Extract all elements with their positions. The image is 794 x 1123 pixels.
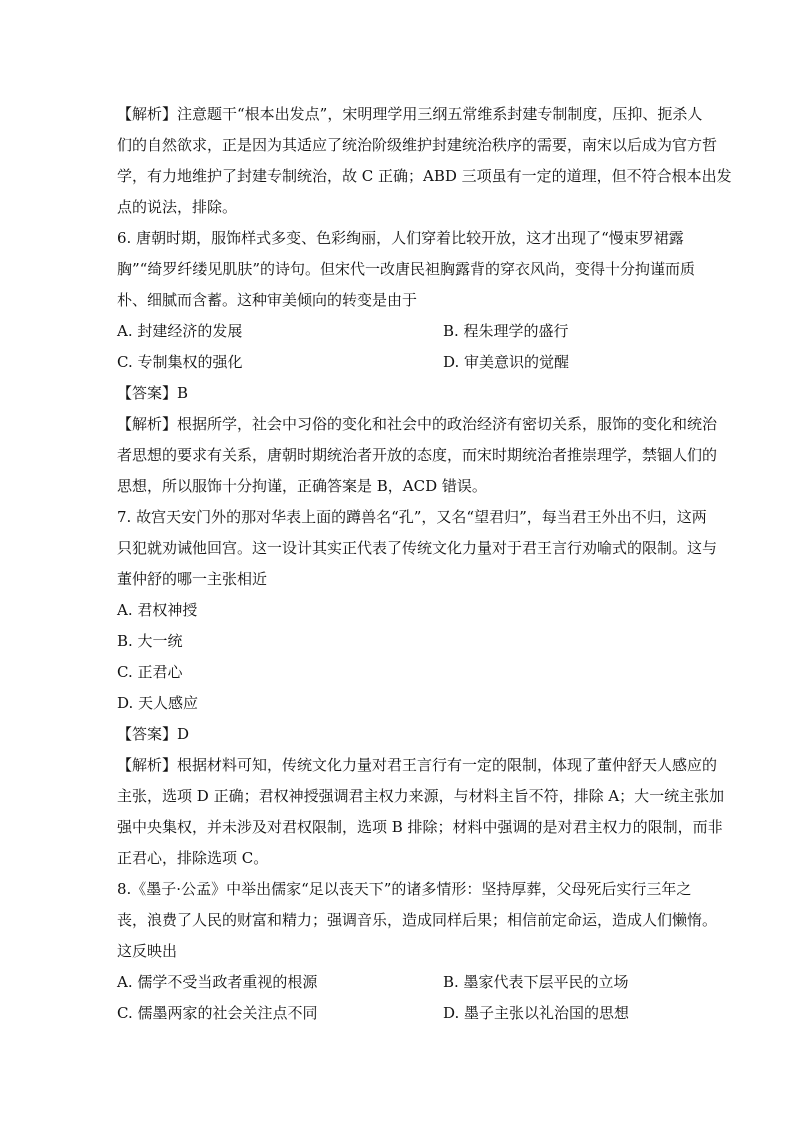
q7-stem-line: 只犯就劝诫他回宫。这一设计其实正代表了传统文化力量对于君王言行劝喻式的限制。这与 bbox=[117, 539, 718, 557]
q6-option-d: D. 审美意识的觉醒 bbox=[443, 353, 570, 371]
q5-analysis bbox=[117, 99, 732, 223]
q8-option-b: B. 墨家代表下层平民的立场 bbox=[443, 973, 629, 991]
q7-analysis-line: 【解析】根据材料可知，传统文化力量对君王言行有一定的限制，体现了董仲舒天人感应的 bbox=[117, 756, 718, 774]
q6-stem-line: 6. 唐朝时期，服饰样式多变、色彩绚丽，人们穿着比较开放，这才出现了“慢束罗裙露 bbox=[117, 229, 684, 247]
q6-option-a: A. 封建经济的发展 bbox=[117, 322, 243, 340]
q6-stem bbox=[117, 223, 696, 316]
q6-answer-text: 【答案】B bbox=[117, 384, 189, 402]
q7-analysis-line: 强中央集权，并未涉及对君权限制，选项 B 排除；材料中强调的是对君主权力的限制，而非 bbox=[117, 818, 723, 836]
q7-option-c: C. 正君心 bbox=[117, 663, 183, 681]
q8-stem-line: 这反映出 bbox=[117, 942, 178, 960]
q8-stem-line: 丧，浪费了人民的财富和精力；强调音乐，造成同样后果；相信前定命运，造成人们懒惰。 bbox=[117, 911, 718, 929]
q8-option-d: D. 墨子主张以礼治国的思想 bbox=[443, 1004, 630, 1022]
q5-analysis-line: 们的自然欲求，正是因为其适应了统治阶级维护封建统治秩序的需要，南宋以后成为官方哲 bbox=[117, 136, 718, 154]
q6-analysis bbox=[117, 409, 718, 502]
q7-answer-text: 【答案】D bbox=[117, 725, 190, 743]
q7-option-d: D. 天人感应 bbox=[117, 694, 199, 712]
q7-analysis-line: 主张，选项 D 正确；君权神授强调君主权力来源，与材料主旨不符，排除 A；大一统主张加 bbox=[117, 787, 725, 805]
q7-option-a: A. 君权神授 bbox=[117, 601, 198, 619]
q6-analysis-line: 者思想的要求有关系，唐朝时期统治者开放的态度，而宋时期统治者推崇理学，禁锢人们的 bbox=[117, 446, 718, 464]
q6-stem-line: 朴、细腻而含蓄。这种审美倾向的转变是由于 bbox=[117, 291, 418, 309]
q6-answer bbox=[117, 378, 679, 409]
q8-options-row-2 bbox=[117, 998, 679, 1029]
q6-options-row-2 bbox=[117, 347, 679, 378]
q8-stem bbox=[117, 874, 718, 967]
q6-options-row-1 bbox=[117, 316, 679, 347]
q7-analysis-line: 正君心，排除选项 C。 bbox=[117, 849, 269, 867]
q6-option-c: C. 专制集权的强化 bbox=[117, 353, 243, 371]
q8-option-c: C. 儒墨两家的社会关注点不同 bbox=[117, 1004, 318, 1022]
q7-option-b: B. 大一统 bbox=[117, 632, 183, 650]
q7-stem bbox=[117, 502, 718, 595]
q7-analysis bbox=[117, 750, 725, 874]
q7-stem-line: 7. 故宫天安门外的那对华表上面的蹲兽名“孔”，又名“望君归”，每当君王外出不归，这两 bbox=[117, 508, 707, 526]
q6-analysis-line: 【解析】根据所学，社会中习俗的变化和社会中的政治经济有密切关系，服饰的变化和统治 bbox=[117, 415, 718, 433]
q7-stem-line: 董仲舒的哪一主张相近 bbox=[117, 570, 268, 588]
q5-analysis-line: 点的说法，排除。 bbox=[117, 198, 238, 216]
q6-option-b: B. 程朱理学的盛行 bbox=[443, 322, 569, 340]
document-page bbox=[117, 99, 732, 1029]
q5-analysis-line: 学，有力地维护了封建专制统治，故 C 正确；ABD 三项虽有一定的道理，但不符合根本出发 bbox=[117, 167, 732, 185]
q5-analysis-line: 【解析】注意题干“根本出发点”，宋明理学用三纲五常维系封建专制制度，压抑、扼杀人 bbox=[117, 105, 703, 123]
q8-stem-line: 8.《墨子·公孟》中举出儒家“足以丧天下”的诸多情形：坚持厚葬，父母死后实行三年之 bbox=[117, 880, 692, 898]
q6-analysis-line: 思想，所以服饰十分拘谨，正确答案是 B，ACD 错误。 bbox=[117, 477, 487, 495]
q6-stem-line: 胸”“绮罗纤缕见肌肤”的诗句。但宋代一改唐民袒胸露背的穿衣风尚，变得十分拘谨而质 bbox=[117, 260, 696, 278]
q7-answer bbox=[117, 719, 679, 750]
q8-options-row-1 bbox=[117, 967, 679, 998]
q8-option-a: A. 儒学不受当政者重视的根源 bbox=[117, 973, 318, 991]
